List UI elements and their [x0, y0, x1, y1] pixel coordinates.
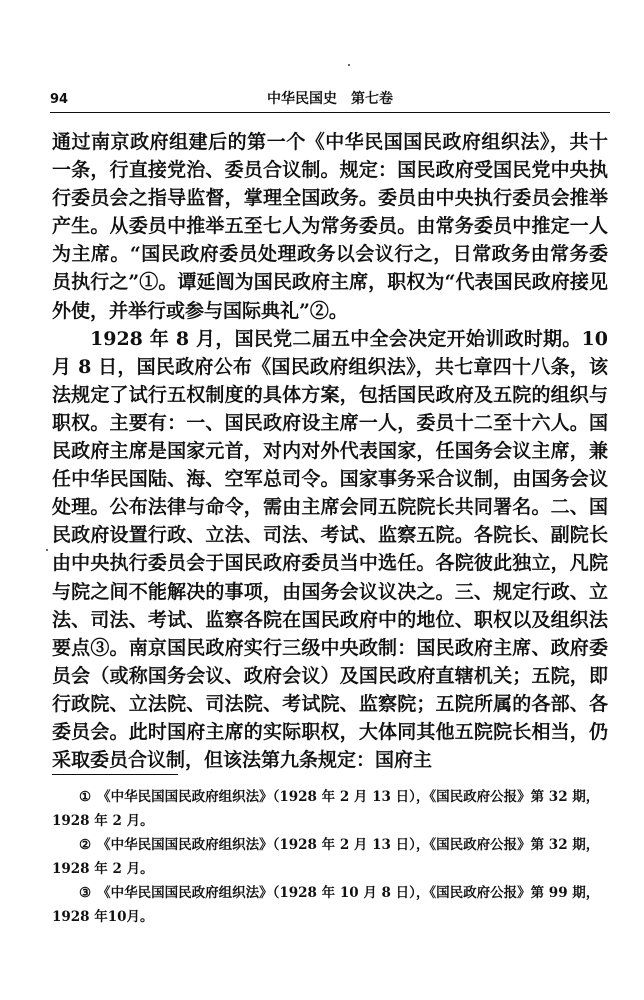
scan-speck — [348, 64, 350, 66]
footnotes — [52, 786, 608, 930]
footnote-rule — [52, 774, 178, 775]
header-rule — [50, 112, 610, 113]
page-number: 94 — [50, 92, 69, 107]
footnote-text: 《中华民国国民政府组织法》（1928 年 2 月 13 日），《国民政府公报》第 32 期，1928 年 2 月。 — [52, 837, 600, 877]
body-text — [52, 128, 608, 774]
footnote — [52, 882, 608, 929]
footnote-mark: ① — [79, 789, 92, 805]
paragraph: 通过南京政府组建后的第一个《中华民国国民政府组织法》，共十一条，行直接党治、委员合议制。规定：国民政府受国民党中央执行委员会之指导监督，掌理全国政务。委员由中央执行委员会推举产生。从委员中推举五至七人为常务委员。由常务委员中推定一人为主席。“国民政府委员处理政务以会议行之，日常政务由常务委员执行之”①。谭延闿为国民政府主席，职权为“代表国民政府接见外使，并举行或参与国际典礼”②。 — [52, 131, 608, 322]
footnote-mark: ② — [79, 837, 92, 853]
footnote — [52, 786, 608, 833]
paragraph: 1928 年 8 月，国民党二届五中全会决定开始训政时期。10 月 8 日，国民政府公布《国民政府组织法》，共七章四十八条，该法规定了试行五权制度的具体方案，包括国民政府及五院的组织与职权。主要有：一、国民政府设主席一人，委员十二至十六人。国民政府主席是国家元首，对内对外代表国家，任国务会议主席，兼任中华民国陆、海、空军总司令。国家事务采合议制，由国务会议处理。公布法律与命令，需由主席会同五院院长共同署名。二、国民政府设置行政、立法、司法、考试、监察五院。各院长、副院长由中央执行委员会于国民政府委员当中选任。各院彼此独立，凡院与院之间不能解决的事项，由国务会议议决之。三、规定行政、立法、司法、考试、监察各院在国民政府中的地位、职权以及组织法要点③。南京国民政府实行三级中央政制：国民政府主席、政府委员会（或称国务会议、政府会议）及国民政府直辖机关；五院，即行政院、立法院、司法院、考试院、监察院；五院所属的各部、各委员会。此时国府主席的实际职权，大体同其他五院院长相当，仍采取委员合议制，但该法第九条规定：国府主 — [52, 327, 608, 772]
page-header — [50, 88, 610, 110]
footnote-text: 《中华民国国民政府组织法》（1928 年 2 月 13 日），《国民政府公报》第 32 期，1928 年 2 月。 — [52, 789, 600, 829]
scan-speck — [46, 549, 48, 551]
running-title: 中华民国史 第七卷 — [267, 91, 393, 107]
footnote-mark: ③ — [79, 885, 92, 901]
footnote — [52, 834, 608, 881]
footnote-text: 《中华民国国民政府组织法》（1928 年 10 月 8 日），《国民政府公报》第 99 期，1928 年10月。 — [52, 885, 600, 925]
